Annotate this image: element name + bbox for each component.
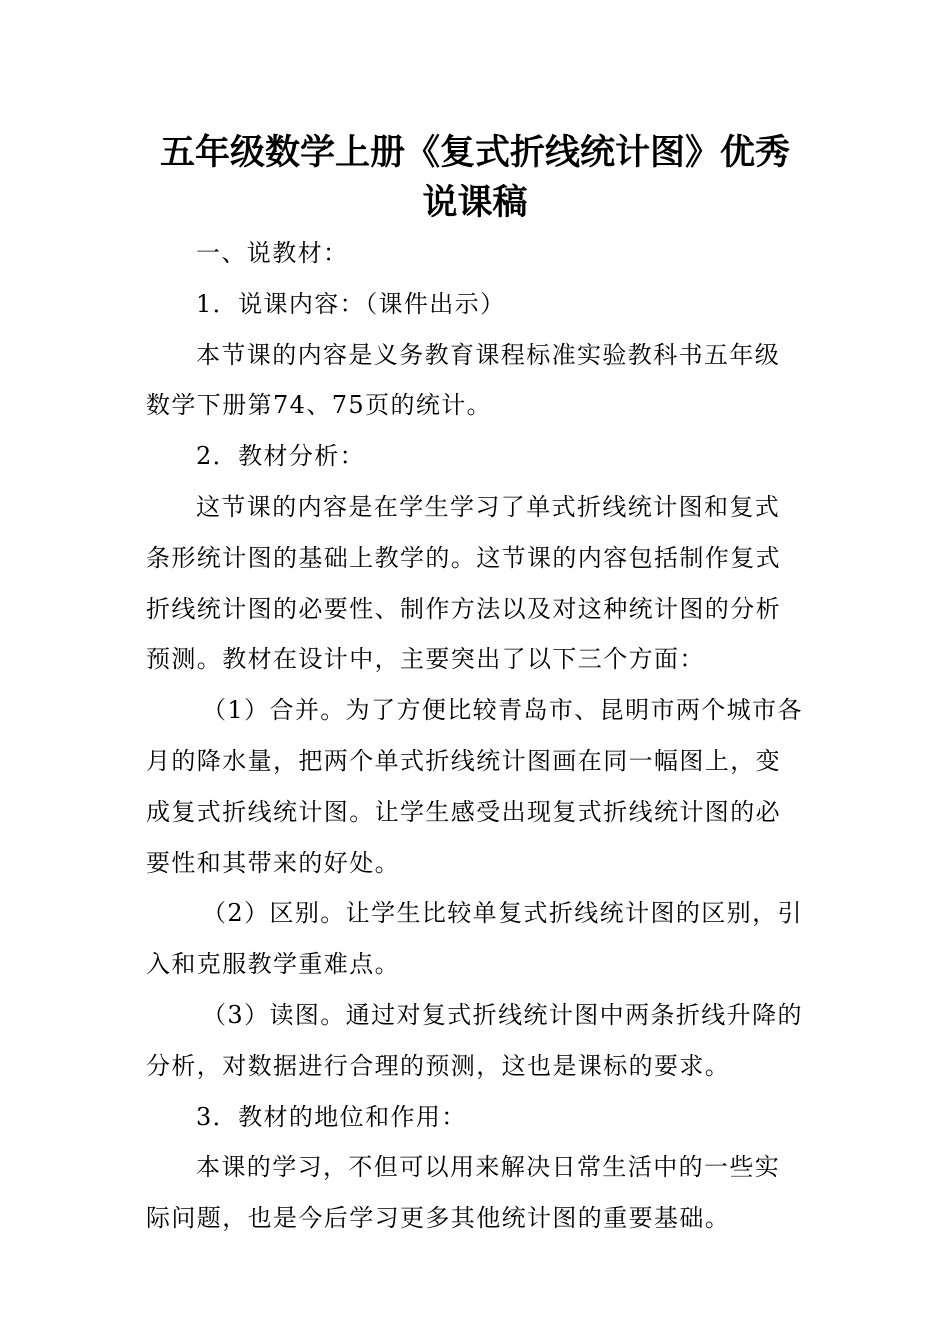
paragraph-line: （2）区别。让学生比较单复式折线统计图的区别，引 bbox=[202, 899, 803, 928]
paragraph-line: 预测。教材在设计中，主要突出了以下三个方面： bbox=[146, 645, 705, 674]
paragraph-line: 这节课的内容是在学生学习了单式折线统计图和复式 bbox=[196, 492, 781, 521]
section-heading: 一、说教材： bbox=[196, 239, 349, 267]
paragraph-line: 本节课的内容是义务教育课程标准实验教科书五年级 bbox=[196, 340, 781, 369]
paragraph-line: 要性和其带来的好处。 bbox=[146, 848, 400, 877]
subsection-heading: 1．说课内容：（课件出示） bbox=[196, 289, 506, 318]
paragraph-line: 数学下册第74、75页的统计。 bbox=[146, 391, 493, 420]
paragraph-line: 月的降水量，把两个单式折线统计图画在同一幅图上，变 bbox=[146, 746, 781, 775]
document-title-line-2: 说课稿 bbox=[422, 183, 528, 223]
paragraph-line: （1）合并。为了方便比较青岛市、昆明市两个城市各 bbox=[202, 696, 803, 725]
subsection-heading: 3．教材的地位和作用： bbox=[196, 1102, 467, 1131]
paragraph-line: 入和克服教学重难点。 bbox=[146, 950, 400, 979]
paragraph-line: 际问题，也是今后学习更多其他统计图的重要基础。 bbox=[146, 1204, 731, 1233]
document-body bbox=[146, 228, 814, 1244]
paragraph-line: 条形统计图的基础上教学的。这节课的内容包括制作复式 bbox=[146, 543, 781, 572]
paragraph-line: 折线统计图的必要性、制作方法以及对这种统计图的分析 bbox=[146, 594, 781, 623]
paragraph-line: （3）读图。通过对复式折线统计图中两条折线升降的 bbox=[202, 1000, 803, 1029]
paragraph-line: 本课的学习，不但可以用来解决日常生活中的一些实 bbox=[196, 1153, 781, 1182]
paragraph-line: 成复式折线统计图。让学生感受出现复式折线统计图的必 bbox=[146, 797, 781, 826]
subsection-heading: 2．教材分析： bbox=[196, 442, 366, 471]
document-title-line-1: 五年级数学上册《复式折线统计图》优秀 bbox=[159, 133, 790, 173]
paragraph-line: 分析，对数据进行合理的预测，这也是课标的要求。 bbox=[146, 1051, 731, 1080]
